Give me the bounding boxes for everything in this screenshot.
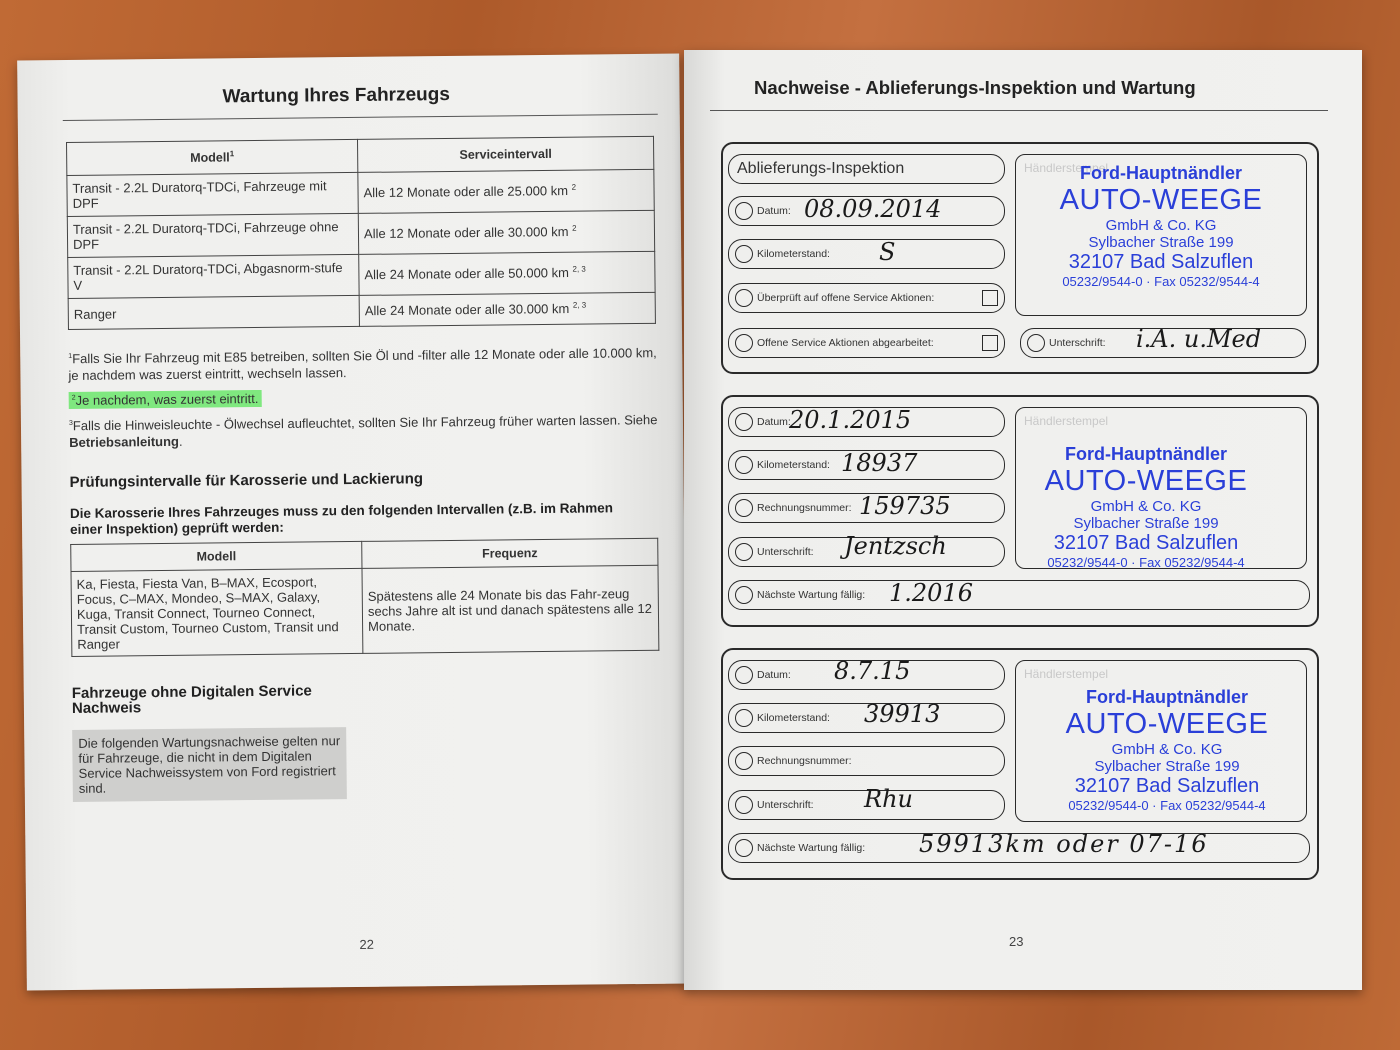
mileage-field[interactable]: Kilometerstand: 18937: [728, 450, 1005, 480]
circle-marker: [735, 586, 753, 604]
date-field[interactable]: Datum: 08.09.2014: [728, 196, 1005, 226]
handwritten-date: 08.09.2014: [804, 195, 942, 223]
handwritten-mileage: S: [879, 238, 896, 266]
signature-field[interactable]: Unterschrift: Rhu: [728, 790, 1005, 820]
date-field[interactable]: Datum: 20.1.2015: [728, 407, 1005, 437]
checkbox[interactable]: [982, 290, 998, 306]
date-field[interactable]: Datum: 8.7.15: [728, 660, 1005, 690]
table-header-frequency: Frequenz: [362, 538, 658, 568]
mileage-field[interactable]: Kilometerstand: S: [728, 239, 1005, 269]
circle-marker: [735, 413, 753, 431]
table-cell-model: Transit - 2.2L Duratorq-TDCi, Fahrzeuge mit DPF: [67, 172, 358, 216]
service-interval-table: [66, 136, 656, 330]
delivery-inspection-block: [721, 142, 1319, 374]
handwritten-date: 8.7.15: [834, 657, 911, 685]
handwritten-date: 20.1.2015: [789, 406, 912, 434]
next-service-field[interactable]: Nächste Wartung fällig: 59913km oder 07-16: [728, 833, 1310, 863]
section-subtitle: Die Karosserie Ihres Fahrzeuges muss zu den folgenden Intervallen (z.B. im Rahmen einer Inspektion) geprüft werden:: [69, 500, 614, 537]
table-cell-interval: Alle 24 Monate oder alle 30.000 km $^{2, 3}$: [359, 292, 655, 326]
circle-marker: [735, 499, 753, 517]
table-cell-model: Ka, Fiesta, Fiesta Van, B–MAX, Ecosport, Focus, C–MAX, Mondeo, S–MAX, Galaxy, Kuga, Transit Connect, Tourneo Connect, Transit Custom, Tourneo Custom, Transit und Ranger: [71, 568, 363, 656]
circle-marker: [735, 245, 753, 263]
table-cell-interval: Alle 12 Monate oder alle 25.000 km $^2$: [358, 169, 654, 213]
table-cell-model: Ranger: [68, 295, 359, 329]
checkbox[interactable]: [982, 335, 998, 351]
table-cell-model: Transit - 2.2L Duratorq-TDCi, Abgasnorm-stufe V: [68, 254, 359, 298]
table-cell-model: Transit - 2.2L Duratorq-TDCi, Fahrzeuge ohne DPF: [67, 213, 358, 257]
dealer-stamp: Ford-Hauptnändler AUTO-WEEGE GmbH & Co. KG Sylbacher Straße 199 32107 Bad Salzuflen 05232/9544-0 · Fax 05232/9544-4: [1065, 687, 1269, 813]
page-title: Nachweise - Ablieferungs-Inspektion und Wartung: [754, 77, 1196, 98]
table-row: [68, 251, 655, 298]
handwritten-signature: Jentzsch: [844, 532, 947, 560]
right-page: [684, 50, 1362, 990]
handwritten-invoice-number: 159735: [859, 492, 951, 520]
next-service-field[interactable]: Nächste Wartung fällig: 1.2016: [728, 580, 1310, 610]
handwritten-next-service: 1.2016: [889, 579, 973, 607]
table-header-model: Modell: [71, 541, 362, 571]
dealer-stamp: Ford-Hauptnändler AUTO-WEEGE GmbH & Co. KG Sylbacher Straße 199 32107 Bad Salzuflen 05232/9544-0 · Fax 05232/9544-4: [1059, 163, 1263, 289]
circle-marker: [735, 202, 753, 220]
title-divider: [710, 110, 1328, 111]
service-actions-checked-field[interactable]: Überprüft auf offene Service Aktionen:: [728, 283, 1005, 313]
service-entry-block-1: [721, 395, 1319, 627]
table-header-model: Modell$^1$: [67, 139, 358, 175]
section-title-no-digital-record: Fahrzeuge ohne Digitalen Service Nachweis: [71, 682, 312, 717]
service-entry-block-2: [721, 648, 1319, 880]
table-cell-interval: Alle 24 Monate oder alle 50.000 km $^{2, 3}$: [359, 251, 655, 295]
invoice-number-field[interactable]: Rechnungsnummer:: [728, 746, 1005, 776]
invoice-number-field[interactable]: Rechnungsnummer: 159735: [728, 493, 1005, 523]
circle-marker: [735, 666, 753, 684]
dealer-stamp-box: Händlerstempel Ford-Hauptnändler AUTO-WEEGE GmbH & Co. KG Sylbacher Straße 199 32107 Bad Salzuflen 05232/9544-0 · Fax 05232/9544-4: [1015, 154, 1307, 316]
table-row: [67, 169, 654, 216]
footnote-1: $^1$Falls Sie Ihr Fahrzeug mit E85 betreiben, sollten Sie Öl und -filter alle 12 Monate oder alle 10.000 km, je nachdem was zuerst eintritt, wechseln lassen.: [68, 345, 657, 384]
circle-marker: [735, 796, 753, 814]
circle-marker: [735, 839, 753, 857]
signature-field[interactable]: Unterschrift: i.A. u.Med: [1020, 328, 1306, 358]
table-row: [68, 292, 655, 329]
page-number: 22: [359, 936, 374, 952]
service-actions-done-field[interactable]: Offene Service Aktionen abgearbeitet:: [728, 328, 1005, 358]
table-row: [67, 210, 654, 257]
title-divider: [63, 114, 658, 121]
mileage-field[interactable]: Kilometerstand: 39913: [728, 703, 1005, 733]
handwritten-signature: i.A. u.Med: [1136, 325, 1262, 353]
table-cell-interval: Alle 12 Monate oder alle 30.000 km $^2$: [358, 210, 654, 254]
handwritten-mileage: 18937: [841, 449, 918, 477]
circle-marker: [735, 334, 753, 352]
handwritten-next-service: 59913km oder 07-16: [919, 830, 1209, 858]
page-number: 23: [1009, 934, 1024, 949]
circle-marker: [735, 752, 753, 770]
page-title: Wartung Ihres Fahrzeugs: [222, 83, 450, 108]
table-cell-frequency: Spätestens alle 24 Monate bis das Fahr-zeug sechs Jahre alt ist und danach spätestens alle 12 Monate.: [362, 565, 659, 653]
table-header-interval: Serviceintervall: [357, 136, 653, 172]
circle-marker: [735, 289, 753, 307]
body-inspection-table: [70, 538, 659, 657]
info-note-box: Die folgenden Wartungsnachweise gelten nur für Fahrzeuge, die nicht in dem Digitalen Service Nachweissystem von Ford registriert sind.: [72, 727, 347, 802]
handwritten-signature: Rhu: [864, 785, 913, 813]
handwritten-mileage: 39913: [864, 700, 941, 728]
table-row: [71, 565, 659, 656]
circle-marker: [735, 543, 753, 561]
left-page: [17, 54, 689, 991]
footnote-3: $^3$Falls die Hinweisleuchte - Ölwechsel aufleuchtet, sollten Sie Ihr Fahrzeug früher warten lassen. Siehe Betriebsanleitung.: [68, 412, 658, 451]
dealer-stamp-box: Händlerstempel Ford-Hauptnändler AUTO-WEEGE GmbH & Co. KG Sylbacher Straße 199 32107 Bad Salzuflen 05232/9544-0 · Fax 05232/9544-4: [1015, 407, 1307, 569]
circle-marker: [735, 456, 753, 474]
circle-marker: [1027, 334, 1045, 352]
signature-field[interactable]: Unterschrift: Jentzsch: [728, 537, 1005, 567]
section-title-body-inspection: Prüfungsintervalle für Karosserie und Lackierung: [69, 470, 424, 491]
circle-marker: [735, 709, 753, 727]
delivery-inspection-header: Ablieferungs-Inspektion: [728, 154, 1005, 184]
highlighted-text: $^2$Je nachdem, was zuerst eintritt.: [69, 390, 262, 409]
dealer-stamp: Ford-Hauptnändler AUTO-WEEGE GmbH & Co. KG Sylbacher Straße 199 32107 Bad Salzuflen 05232/9544-0 · Fax 05232/9544-4: [1044, 444, 1248, 570]
footnote-2: [69, 388, 262, 409]
dealer-stamp-box: Händlerstempel Ford-Hauptnändler AUTO-WEEGE GmbH & Co. KG Sylbacher Straße 199 32107 Bad Salzuflen 05232/9544-0 · Fax 05232/9544-4: [1015, 660, 1307, 822]
